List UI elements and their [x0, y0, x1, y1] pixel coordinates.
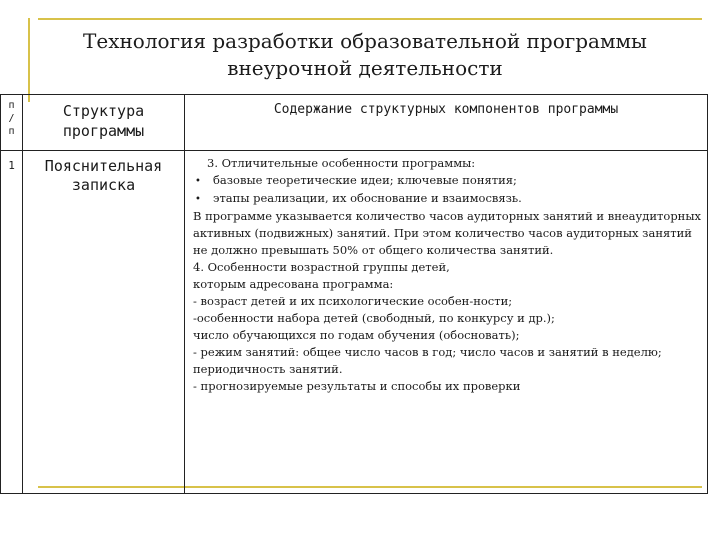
header-number-part: п [8, 100, 15, 111]
slide-title [60, 28, 670, 82]
row-structure [23, 151, 185, 494]
row-content [185, 151, 708, 494]
header-structure-line: программы [62, 122, 145, 140]
header-number-part: / [8, 113, 15, 124]
content-paragraph: - возраст детей и их психологические особен-ности; [193, 294, 513, 308]
header-content: Содержание структурных компонентов программы [185, 95, 708, 151]
title-line-1: Технология разработки образовательной программы [83, 29, 647, 53]
left-accent-line [28, 18, 30, 102]
program-structure-table [0, 94, 708, 494]
content-paragraph: которым адресована программа: [193, 277, 394, 291]
bullet-text: базовые теоретические идеи; ключевые понятия; [213, 173, 517, 187]
table-header-row [1, 95, 708, 151]
content-paragraph: 3. Отличительные особенности программы: [207, 156, 476, 170]
bullet-icon: • [195, 194, 201, 205]
table-row [1, 151, 708, 494]
content-paragraph: В программе указывается количество часов аудиторных занятий и внеаудиторных активных (подвижных) занятий. При этом количество часов аудиторных занятий не должно превышать 50% от общего количества занятий. [193, 209, 701, 257]
content-bullet [193, 172, 701, 190]
row-structure-line: записка [71, 176, 136, 194]
content-paragraph: 4. Особенности возрастной группы детей, [193, 260, 450, 274]
bullet-text: этапы реализации, их обоснование и взаимосвязь. [213, 191, 522, 205]
content-bullet [193, 190, 701, 208]
content-paragraph: - режим занятий: общее число часов в год; число часов и занятий в неделю; периодичность занятий. [193, 345, 662, 376]
row-number: 1 [1, 151, 23, 494]
header-structure-line: Структура [62, 102, 145, 120]
content-paragraph: число обучающихся по годам обучения (обосновать); [193, 328, 520, 342]
top-accent-line [38, 18, 702, 20]
header-number [1, 95, 23, 151]
content-paragraph: -особенности набора детей (свободный, по конкурсу и др.); [193, 311, 555, 325]
row-structure-line: Пояснительная [44, 157, 163, 175]
bullet-icon: • [195, 176, 201, 187]
content-paragraph: - прогнозируемые результаты и способы их проверки [193, 379, 521, 393]
title-line-2: внеурочной деятельности [227, 56, 503, 80]
header-number-part: п [8, 126, 15, 137]
header-structure [23, 95, 185, 151]
